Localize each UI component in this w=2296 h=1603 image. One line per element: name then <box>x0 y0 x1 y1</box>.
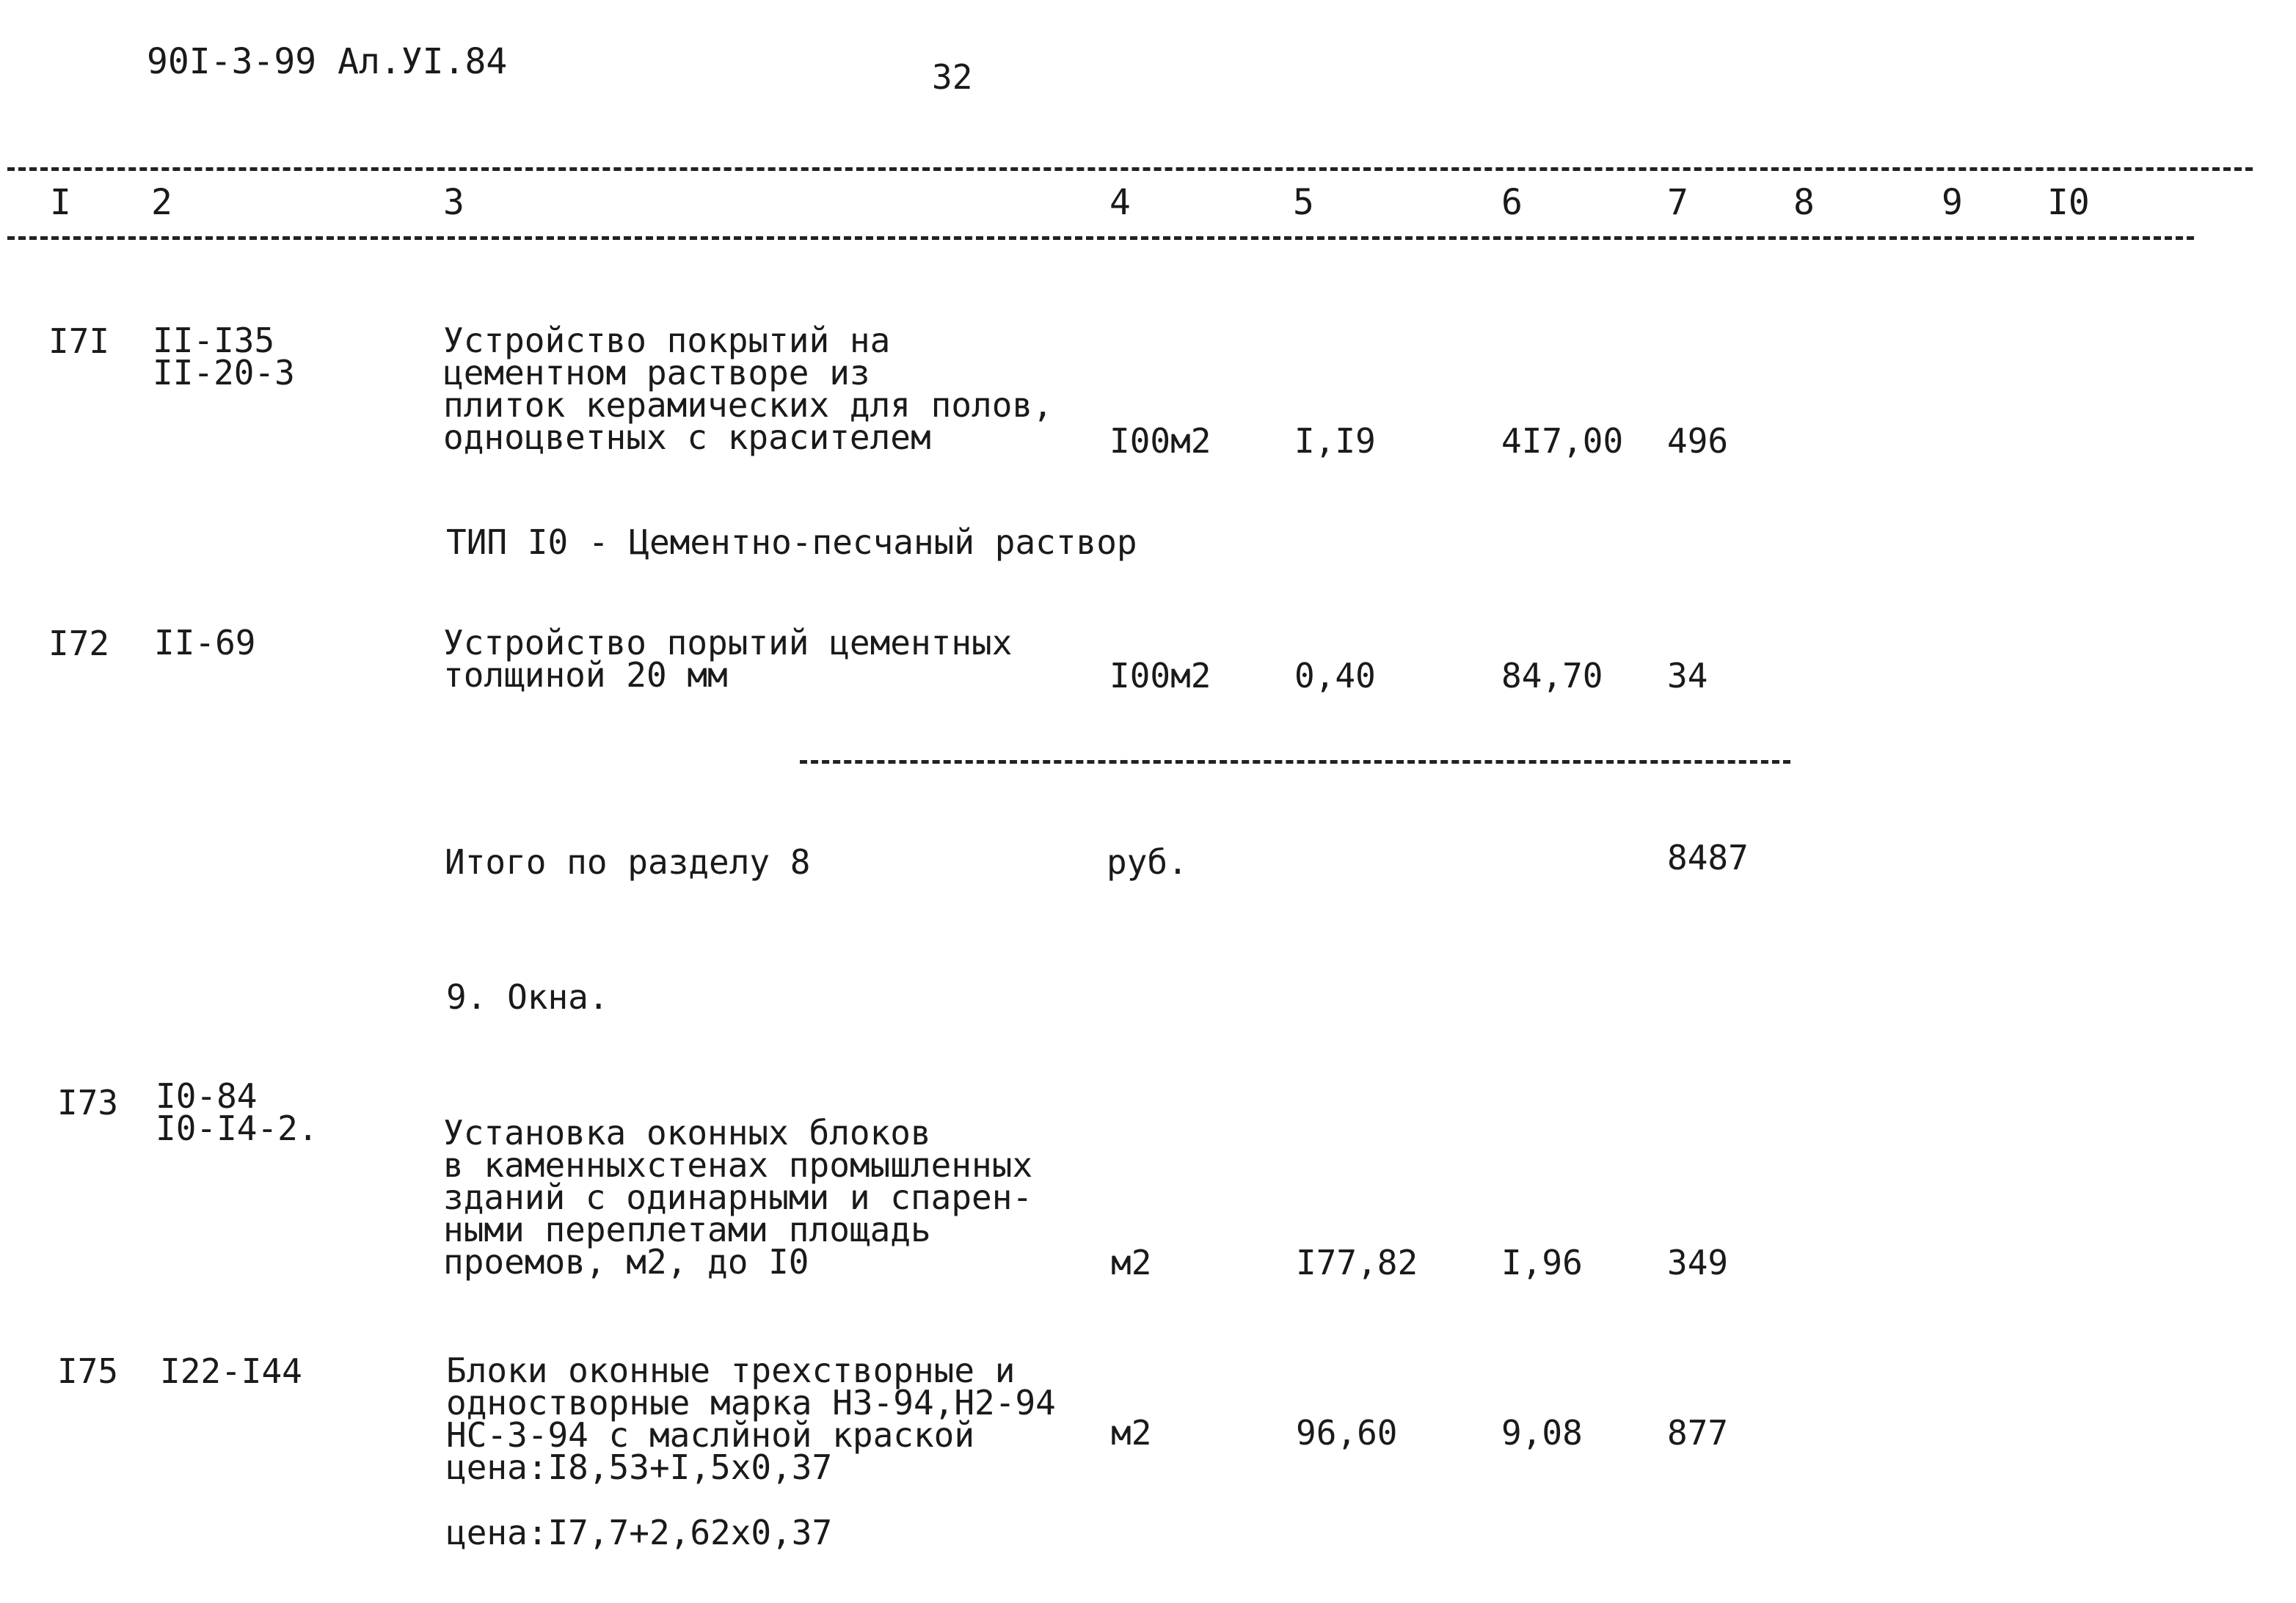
column-header-2: 2 <box>151 182 172 223</box>
row-number: I7I <box>48 321 110 361</box>
quantity: 96,60 <box>1296 1413 1398 1453</box>
unit: I00м2 <box>1109 421 1211 461</box>
work-description: Блоки оконные трехстворные и одностворные марка Н3-94,Н2-94 НС-3-94 с маслйной краской цена:I8,53+I,5х0,37 <box>446 1351 1056 1487</box>
column-header-6: 6 <box>1501 182 1523 223</box>
quantity: I77,82 <box>1296 1243 1418 1282</box>
column-header-8: 8 <box>1793 182 1815 223</box>
page-number: 32 <box>932 57 973 97</box>
work-description: Устройство покрытий на цементном растворе из плиток керамических для полов, одноцветных с красителем <box>443 321 1053 457</box>
norm-code: I22-I44 <box>160 1351 302 1391</box>
unit-price: 4I7,00 <box>1501 421 1624 461</box>
type-note: ТИП I0 - Цементно-песчаный раствор <box>446 522 1137 562</box>
total-cost: 877 <box>1667 1413 1729 1453</box>
column-header-1: I <box>50 182 71 223</box>
row-number: I75 <box>57 1351 119 1391</box>
header-rule <box>7 236 2194 240</box>
total-cost: 349 <box>1667 1243 1729 1282</box>
subtotal-rule <box>800 760 1790 764</box>
unit-price: 9,08 <box>1501 1413 1583 1453</box>
subtotal-label: Итого по разделу 8 <box>445 842 811 882</box>
column-header-10: I0 <box>2047 182 2090 223</box>
top-rule <box>7 167 2253 171</box>
column-header-4: 4 <box>1109 182 1131 223</box>
unit-price: 84,70 <box>1501 656 1603 695</box>
norm-code: II-I35 II-20-3 <box>153 321 295 392</box>
column-header-9: 9 <box>1942 182 1963 223</box>
quantity: 0,40 <box>1294 656 1376 695</box>
work-description: Устройство порытий цементных толщиной 20 мм <box>443 623 1013 695</box>
price-note: цена:I7,7+2,62х0,37 <box>446 1513 833 1552</box>
column-header-7: 7 <box>1667 182 1688 223</box>
column-header-5: 5 <box>1293 182 1314 223</box>
total-cost: 496 <box>1667 421 1729 461</box>
unit: м2 <box>1111 1413 1152 1453</box>
unit-price: I,96 <box>1501 1243 1583 1282</box>
row-number: I73 <box>57 1083 119 1122</box>
unit: м2 <box>1111 1243 1152 1282</box>
subtotal-total: 8487 <box>1667 838 1749 877</box>
document-code: 90I-3-99 Ал.УI.84 <box>147 41 508 82</box>
work-description: Установка оконных блоков в каменныхстенах промышленных зданий с одинарными и спарен- ными переплетами площадь проемов, м2, до I0 <box>443 1113 1033 1282</box>
subtotal-unit: руб. <box>1107 842 1188 882</box>
unit: I00м2 <box>1109 656 1211 695</box>
row-number: I72 <box>48 624 110 663</box>
norm-code: I0-84 I0-I4-2. <box>156 1076 318 1148</box>
norm-code: II-69 <box>154 623 256 662</box>
total-cost: 34 <box>1667 656 1708 695</box>
column-header-3: 3 <box>443 182 464 223</box>
quantity: I,I9 <box>1294 421 1376 461</box>
section-heading: 9. Окна. <box>446 977 609 1017</box>
